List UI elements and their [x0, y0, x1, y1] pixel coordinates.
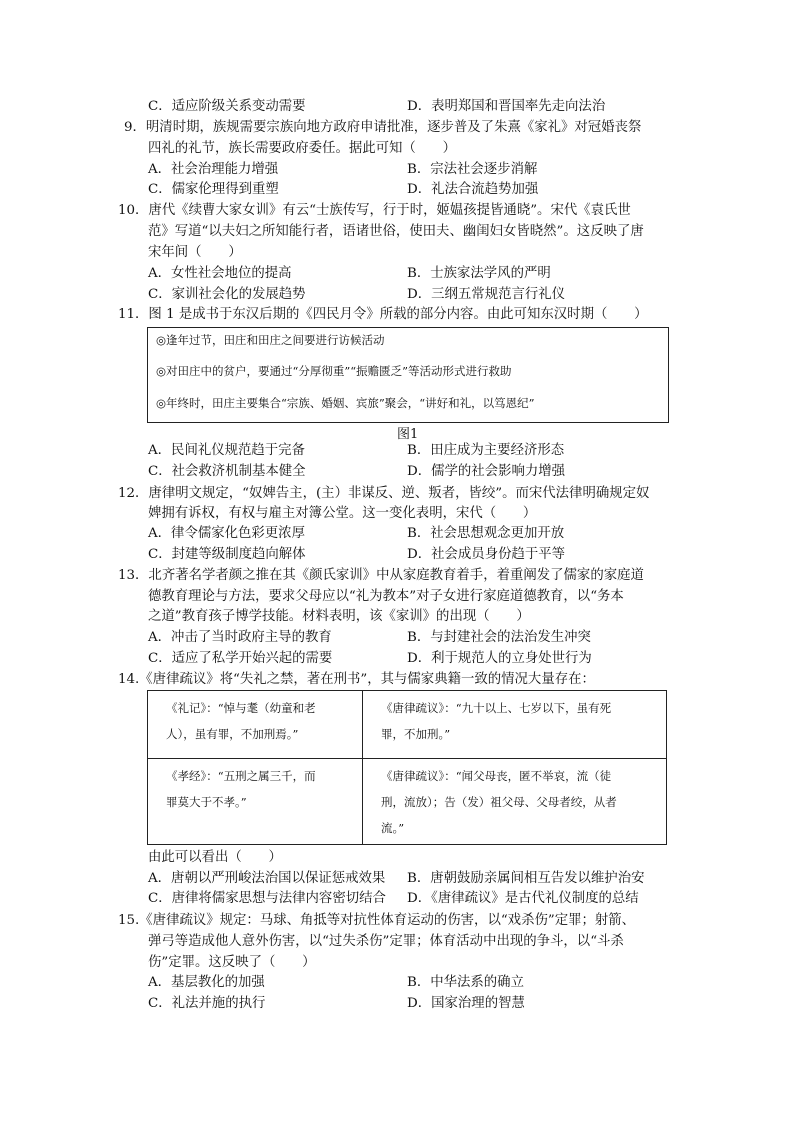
q12-option-a: A．律令儒家化色彩更浓厚: [148, 526, 305, 541]
q14-cell-xiaojing-line1: 《孝经》：“五刑之属三千，而: [166, 769, 316, 783]
q13-option-c: C．适应了私学开始兴起的需要: [148, 651, 333, 666]
q11-figure-item-2: ◎对田庄中的贫户，要通过“分厚彻重”“振赡匮乏”等活动形式进行救助: [156, 364, 512, 378]
q9-option-b: B．宗法社会逐步消解: [407, 162, 538, 177]
q14-cell-xiaojing: [148, 759, 363, 845]
q13-option-d: D．利于规范人的立身处世行为: [407, 651, 592, 666]
q14-option-d: D．《唐律疏议》是古代礼仪制度的总结: [407, 891, 639, 906]
q14-cell-liji-line1: 《礼记》：“悼与耄（幼童和老: [166, 701, 316, 715]
q14-cell-tanglv-2: [363, 759, 667, 845]
q11-figure-caption: 图1: [397, 427, 419, 442]
q10-option-a: A．女性社会地位的提高: [148, 266, 292, 281]
q15-option-d: D．国家治理的智慧: [407, 996, 525, 1011]
q14-cell-xiaojing-line2: 罪莫大于不孝。”: [166, 795, 247, 809]
q14-option-b: B．唐朝鼓励亲属间相互告发以维护治安: [407, 871, 645, 886]
q11-option-a: A．民间礼仪规范趋于完备: [148, 443, 305, 458]
q14-comparison-table: [147, 690, 667, 845]
q15-stem-line1: 15.《唐律疏议》规定：马球、角抵等对抗性体育运动的伤害，以“戏杀伤”定罪；射箭、: [118, 913, 636, 928]
q12-option-b: B．社会思想观念更加开放: [407, 526, 565, 541]
q9-option-d: D．礼法合流趋势加强: [407, 182, 539, 197]
q9-option-c: C．儒家伦理得到重塑: [148, 182, 279, 197]
q10-option-c: C．家训社会化的发展趋势: [148, 287, 306, 302]
q13-stem-line3: 之道”教育孩子博学技能。材料表明，该《家训》的出现（ ）: [148, 609, 530, 624]
q11-option-b: B．田庄成为主要经济形态: [407, 443, 565, 458]
q14-after-text: 由此可以看出（ ）: [148, 850, 282, 865]
q11-figure-box: [147, 327, 669, 423]
q14-cell-tanglv-1-line2: 罪，不加刑。”: [381, 727, 451, 741]
q14-cell-liji-line2: 人），虽有罪，不加刑焉。”: [166, 727, 299, 741]
q10-stem-line3: 宋年间（ ）: [148, 245, 242, 260]
q10-stem-line2: 范》写道“以夫妇之所知能行者，语诸世俗，使田夫、幽闺妇女皆晓然”。这反映了唐: [148, 224, 644, 239]
q14-cell-liji: [148, 691, 363, 759]
table-row: [148, 759, 667, 845]
q12-option-c: C．封建等级制度趋向解体: [148, 547, 306, 562]
q13-option-a: A．冲击了当时政府主导的教育: [148, 630, 332, 645]
q15-stem-line2: 弹弓等造成他人意外伤害，以“过失杀伤”定罪；体育活动中出现的争斗，以“斗杀: [148, 934, 624, 949]
q13-option-b: B．与封建社会的法治发生冲突: [407, 630, 591, 645]
q10-option-d: D．三纲五常规范言行礼仪: [407, 287, 566, 302]
table-row: [148, 691, 667, 759]
q8-option-d: D．表明郑国和晋国率先走向法治: [407, 99, 606, 114]
q12-stem-line2: 婢拥有诉权，有权与雇主对簿公堂。这一变化表明，宋代（ ）: [148, 506, 537, 521]
q10-option-b: B．士族家法学风的严明: [407, 266, 551, 281]
q11-figure-item-1: ◎逢年过节，田庄和田庄之间要进行访候活动: [156, 333, 385, 347]
q14-cell-tanglv-1-line1: 《唐律疏议》：“九十以上、七岁以下，虽有死: [381, 701, 612, 715]
q9-stem-line1: 9．明清时期，族规需要宗族向地方政府申请批准，逐步普及了朱熹《家礼》对冠婚丧祭: [124, 120, 642, 135]
q15-option-c: C．礼法并施的执行: [148, 996, 266, 1011]
q10-stem-line1: 10．唐代《续曹大家女训》有云“士族传写，行于时，姬媪孩提皆通晓”。宋代《袁氏世: [118, 203, 631, 218]
q13-stem-line1: 13．北齐著名学者颜之推在其《颜氏家训》中从家庭教育着手，着重阐发了儒家的家庭道: [118, 568, 644, 583]
q14-cell-tanglv-2-line3: 流。”: [381, 821, 405, 835]
q14-cell-tanglv-2-line1: 《唐律疏议》：“闻父母丧，匿不举哀，流（徒: [381, 769, 612, 783]
q14-option-a: A．唐朝以严刑峻法治国以保证惩戒效果: [148, 871, 386, 886]
q15-option-a: A．基层教化的加强: [148, 975, 265, 990]
q15-stem-line3: 伤”定罪。这反映了（ ）: [148, 955, 316, 970]
q14-stem: 14.《唐律疏议》将“失礼之禁，著在刑书”，其与儒家典籍一致的情况大量存在：: [118, 672, 595, 687]
q11-option-c: C．社会救济机制基本健全: [148, 464, 306, 479]
q9-stem-line2: 四礼的礼节，族长需要政府委任。据此可知（ ）: [148, 141, 456, 156]
q8-option-c: C．适应阶级关系变动需要: [148, 99, 306, 114]
q14-cell-tanglv-2-line2: 刑，流放）；告（发）祖父母、父母者绞，从者: [381, 795, 617, 809]
q14-cell-tanglv-1: [363, 691, 667, 759]
q14-option-c: C．唐律将儒家思想与法律内容密切结合: [148, 891, 386, 906]
q11-stem: 11．图 1 是成书于东汉后期的《四民月令》所载的部分内容。由此可知东汉时期（ ）: [118, 307, 648, 322]
q12-stem-line1: 12．唐律明文规定，“奴婢告主，(主）非谋反、逆、叛者，皆绞”。而宋代法律明确规定奴: [118, 486, 650, 501]
q9-option-a: A．社会治理能力增强: [148, 162, 279, 177]
q15-option-b: B．中华法系的确立: [407, 975, 524, 990]
q11-figure-item-3: ◎年终时，田庄主要集合“宗族、婚姻、宾旅”聚会，“讲好和礼，以笃恩纪”: [156, 396, 535, 410]
q12-option-d: D．社会成员身份趋于平等: [407, 547, 566, 562]
q11-option-d: D．儒学的社会影响力增强: [407, 464, 566, 479]
q13-stem-line2: 德教育理论与方法，要求父母应以“礼为教本”对子女进行家庭道德教育，以“务本: [148, 589, 624, 604]
